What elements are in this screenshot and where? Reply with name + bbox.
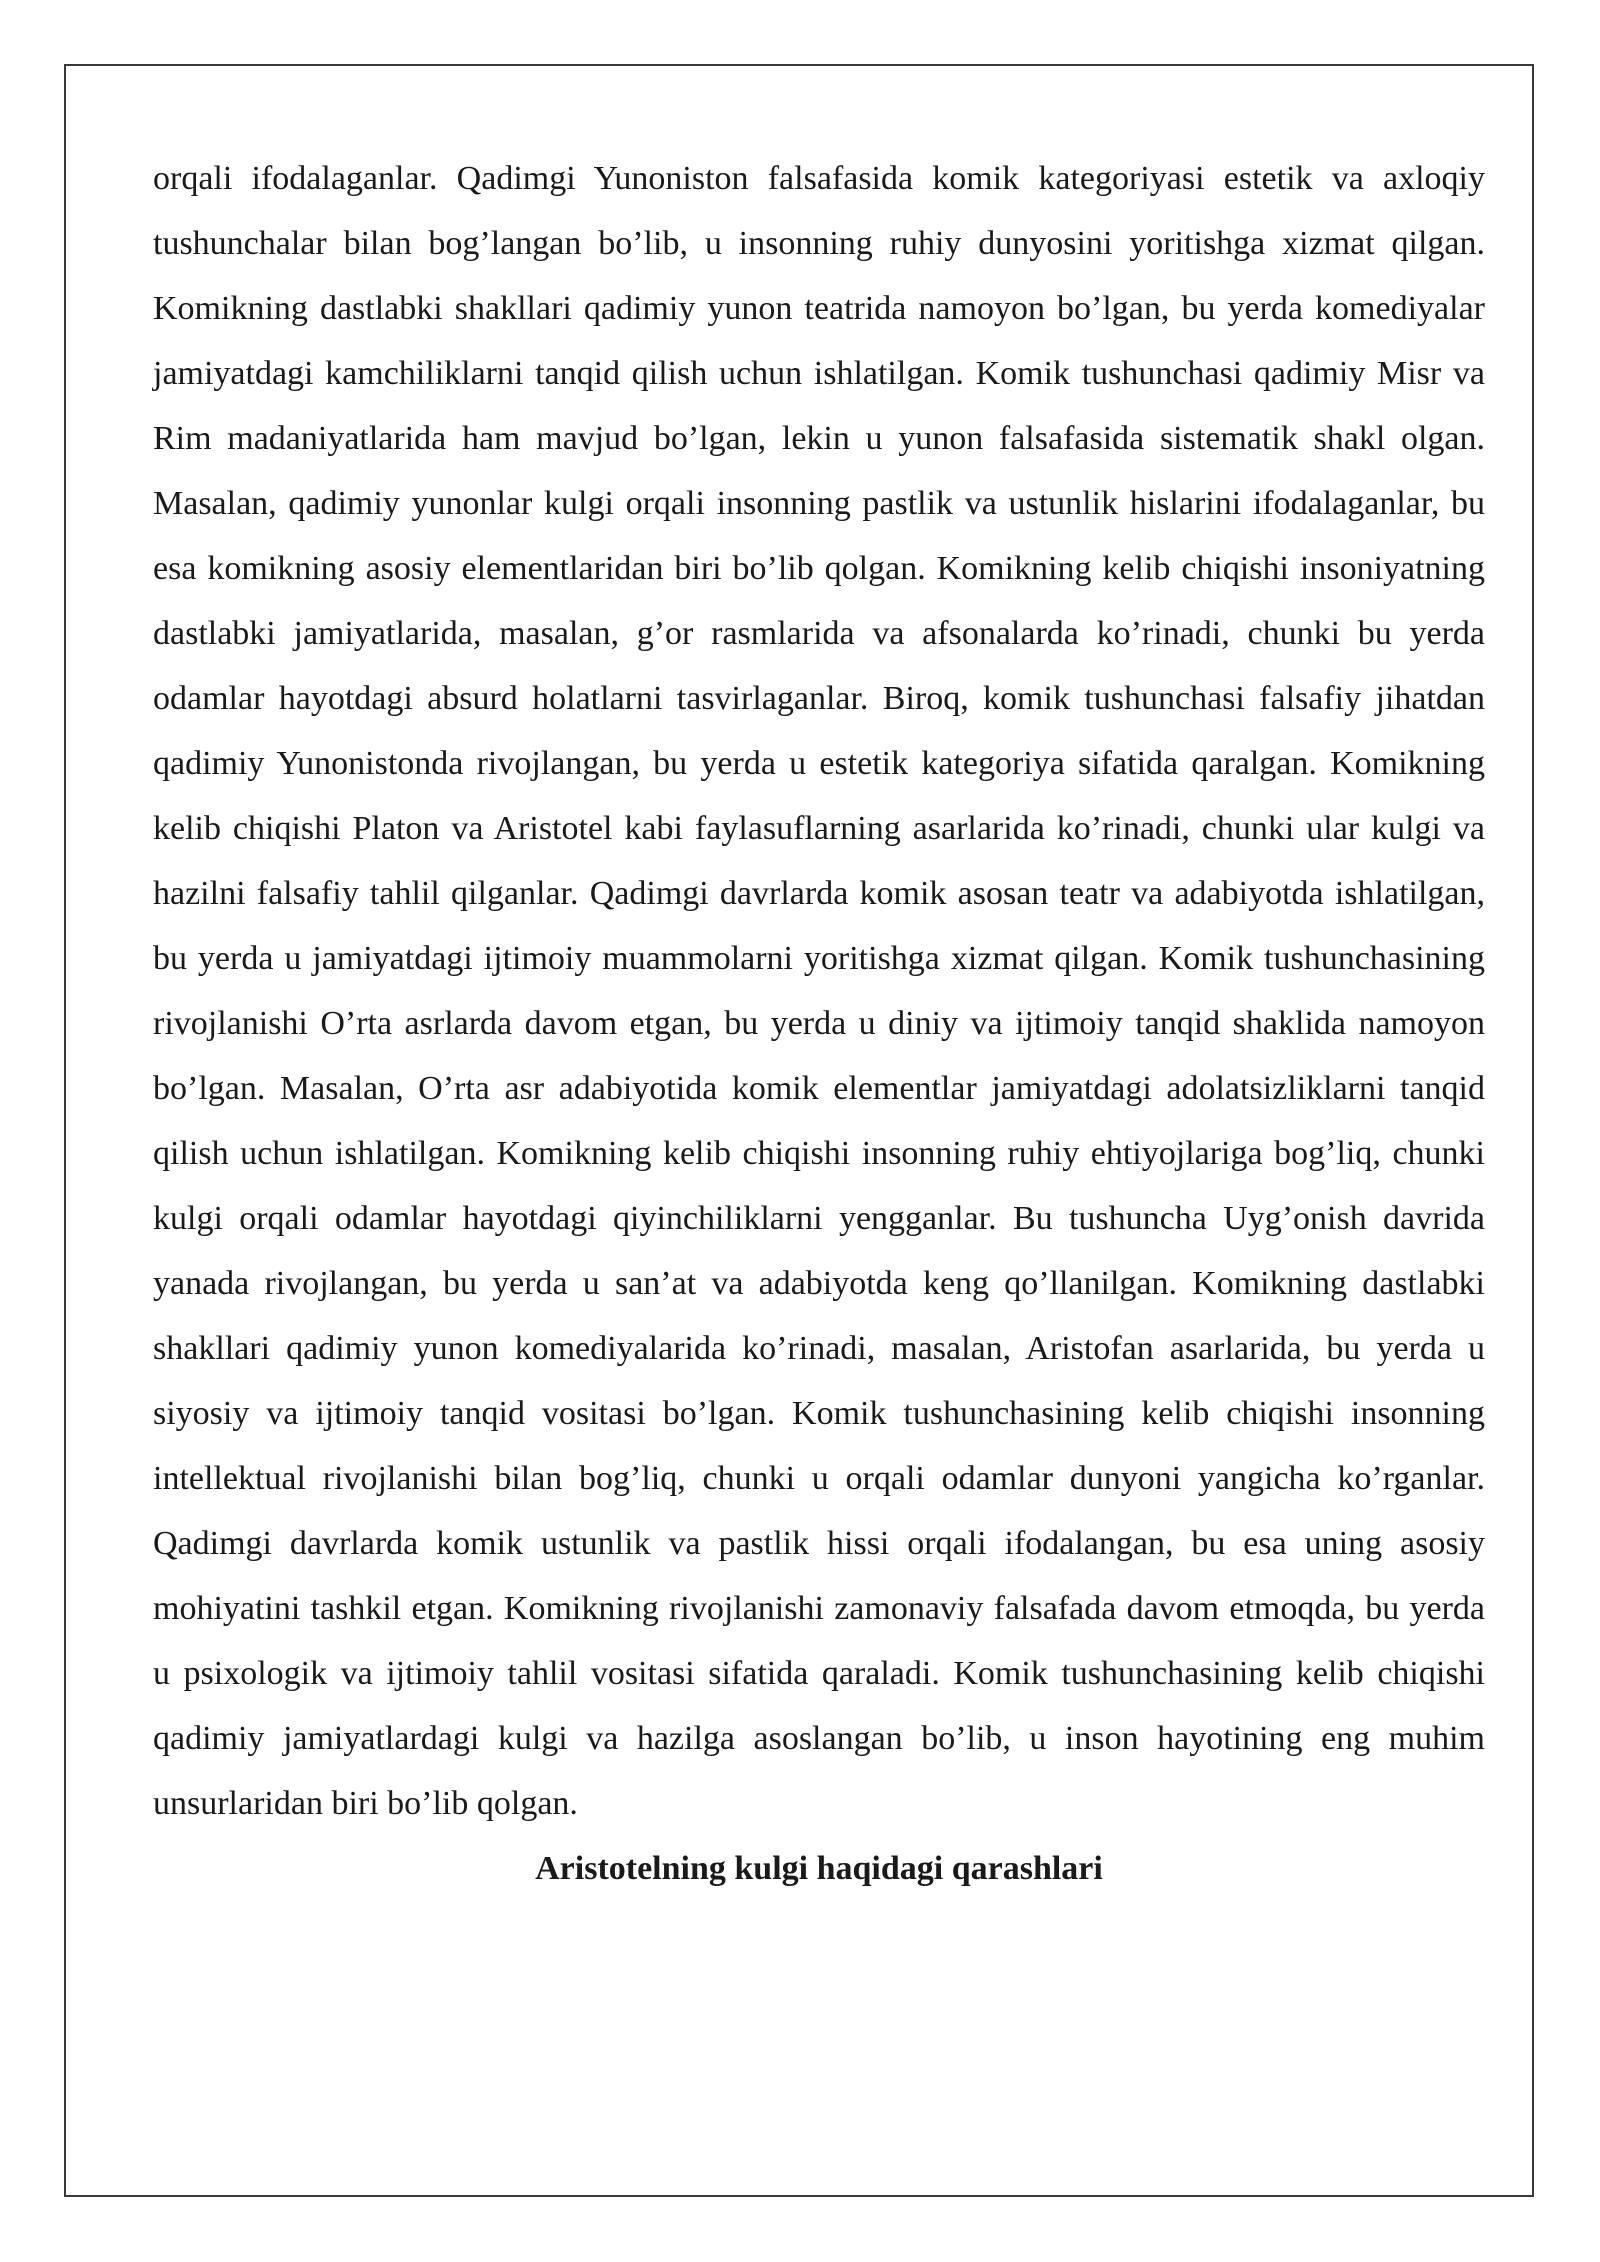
document-body	[153, 146, 1485, 1901]
body-paragraph: orqali ifodalaganlar. Qadimgi Yunoniston falsafasida komik kategoriyasi estetik va axloqiy tushunchalar bilan bog’langan bo’lib, u insonning ruhiy dunyosini yoritishga xizmat qilgan. Komikning dastlabki shakllari qadimiy yunon teatrida namoyon bo’lgan, bu yerda komediyalar jamiyatdagi kamchiliklarni tanqid qilish uchun ishlatilgan. Komik tushunchasi qadimiy Misr va Rim madaniyatlarida ham mavjud bo’lgan, lekin u yunon falsafasida sistematik shakl olgan. Masalan, qadimiy yunonlar kulgi orqali insonning pastlik va ustunlik hislarini ifodalaganlar, bu esa komikning asosiy elementlaridan biri bo’lib qolgan. Komikning kelib chiqishi insoniyatning dastlabki jamiyatlarida, masalan, g’or rasmlarida va afsonalarda ko’rinadi, chunki bu yerda odamlar hayotdagi absurd holatlarni tasvirlaganlar. Biroq, komik tushunchasi falsafiy jihatdan qadimiy Yunonistonda rivojlangan, bu yerda u estetik kategoriya sifatida qaralgan. Komikning kelib chiqishi Platon va Aristotel kabi faylasuflarning asarlarida ko’rinadi, chunki ular kulgi va hazilni falsafiy tahlil qilganlar. Qadimgi davrlarda komik asosan teatr va adabiyotda ishlatilgan, bu yerda u jamiyatdagi ijtimoiy muammolarni yoritishga xizmat qilgan. Komik tushunchasining rivojlanishi O’rta asrlarda davom etgan, bu yerda u diniy va ijtimoiy tanqid shaklida namoyon bo’lgan. Masalan, O’rta asr adabiyotida komik elementlar jamiyatdagi adolatsizliklarni tanqid qilish uchun ishlatilgan. Komikning kelib chiqishi insonning ruhiy ehtiyojlariga bog’liq, chunki kulgi orqali odamlar hayotdagi qiyinchiliklarni yengganlar. Bu tushuncha Uyg’onish davrida yanada rivojlangan, bu yerda u san’at va adabiyotda keng qo’llanilgan. Komikning dastlabki shakllari qadimiy yunon komediyalarida ko’rinadi, masalan, Aristofan asarlarida, bu yerda u siyosiy va ijtimoiy tanqid vositasi bo’lgan. Komik tushunchasining kelib chiqishi insonning intellektual rivojlanishi bilan bog’liq, chunki u orqali odamlar dunyoni yangicha ko’rganlar. Qadimgi davrlarda komik ustunlik va pastlik hissi orqali ifodalangan, bu esa uning asosiy mohiyatini tashkil etgan. Komikning rivojlanishi zamonaviy falsafada davom etmoqda, bu yerda u psixologik va ijtimoiy tahlil vositasi sifatida qaraladi. Komik tushunchasining kelib chiqishi qadimiy jamiyatlardagi kulgi va hazilga asoslangan bo’lib, u inson hayotining eng muhim unsurlaridan biri bo’lib qolgan.	[153, 160, 1485, 1822]
section-heading: Aristotelning kulgi haqidagi qarashlari	[535, 1850, 1103, 1887]
